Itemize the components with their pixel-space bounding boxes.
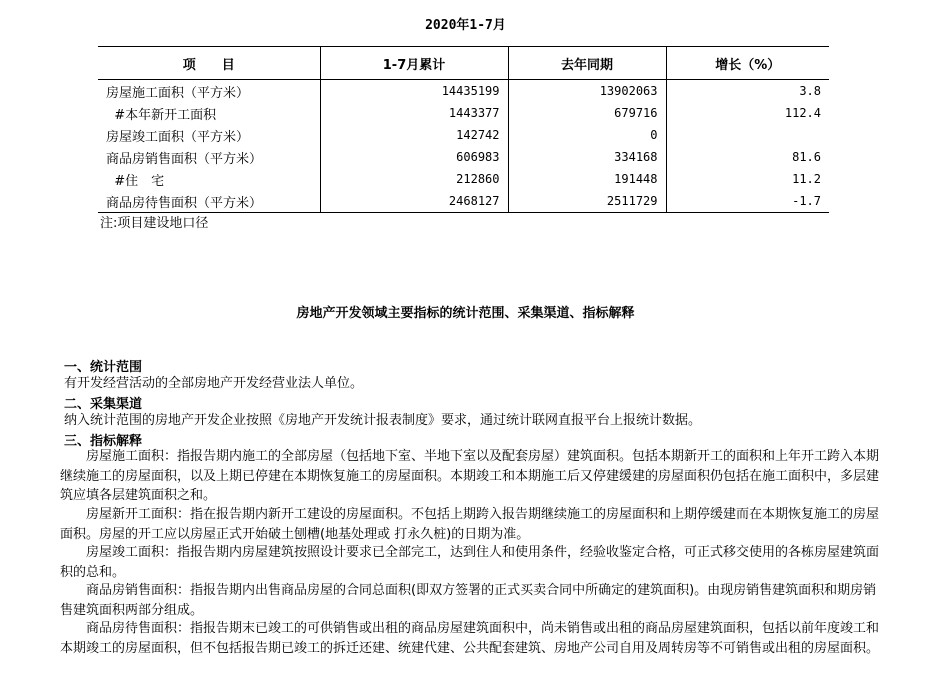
row-prev: 0 — [508, 124, 666, 146]
row-item: #本年新开工面积 — [98, 102, 320, 124]
row-item: 商品房销售面积（平方米） — [98, 146, 320, 168]
header-growth: 增长（%） — [666, 47, 829, 80]
definition-sold-area: 商品房销售面积：指报告期内出售商品房屋的合同总面积(即双方签署的正式买卖合同中所确定的建筑面积)。由现房销售建筑面积和期房销售建筑面积两部分组成。 — [60, 583, 877, 618]
section-scope-text: 有开发经营活动的全部房地产开发经营业法人单位。 — [64, 376, 364, 391]
table-row — [98, 80, 829, 103]
statistics-table — [98, 46, 829, 213]
row-prev: 2511729 — [508, 190, 666, 213]
row-growth: 112.4 — [784, 106, 821, 120]
row-growth: -1.7 — [666, 190, 829, 213]
definition-new-start-area: 房屋新开工面积：指在报告期内新开工建设的房屋面积。不包括上期跨入报告期继续施工的房屋面积和上期停缓建而在本期恢复施工的房屋面积。房屋的开工应以房屋正式开始破土刨槽(地基处理或 打永久桩)的日期为准。 — [60, 507, 880, 542]
definition-construction-area: 房屋施工面积：指报告期内施工的全部房屋（包括地下室、半地下室以及配套房屋）建筑面积。包括本期新开工的面积和上年开工跨入本期继续施工的房屋面积，以及上期已停建在本期恢复施工的房屋面积。本期竣工和本期施工后又停建缓建的房屋面积仍包括在施工面积中，多层建筑应填各层建筑面积之和。 — [60, 449, 880, 503]
row-growth: 3.8 — [799, 84, 821, 98]
table-row — [98, 168, 829, 190]
table-row — [98, 146, 829, 168]
row-item: 房屋竣工面积（平方米） — [98, 124, 320, 146]
definition-unsold-area: 商品房待售面积：指报告期末已竣工的可供销售或出租的商品房屋建筑面积中，尚未销售或出租的商品房屋建筑面积，包括以前年度竣工和本期竣工的房屋面积，但不包括报告期已竣工的拆迁还建、统建代建、公共配套建筑、房地产公司自用及周转房等不可销售或出租的房屋面积。 — [60, 621, 880, 656]
table-row — [98, 124, 829, 146]
table-header-row — [98, 47, 829, 80]
document-title: 房地产开发领域主要指标的统计范围、采集渠道、指标解释 — [296, 306, 635, 321]
row-ytd: 14435199 — [320, 80, 508, 103]
section-definitions-heading: 三、指标解释 — [64, 434, 143, 449]
row-growth: 81.6 — [792, 150, 821, 164]
table-note: 注:项目建设地口径 — [100, 216, 209, 231]
header-ytd: 1-7月累计 — [320, 47, 508, 80]
row-prev: 13902063 — [508, 80, 666, 103]
row-prev: 679716 — [508, 102, 666, 124]
table-row — [98, 102, 829, 124]
table-period-title: 2020年1-7月 — [425, 18, 506, 33]
header-prev-year: 去年同期 — [508, 47, 666, 80]
table-row — [98, 190, 829, 213]
row-item: 房屋施工面积（平方米） — [98, 80, 320, 103]
row-growth — [666, 124, 829, 146]
row-ytd: 606983 — [320, 146, 508, 168]
row-ytd: 212860 — [320, 168, 508, 190]
row-item: #住 宅 — [98, 168, 320, 190]
header-item: 项 目 — [98, 47, 320, 80]
row-prev: 334168 — [508, 146, 666, 168]
row-ytd: 1443377 — [320, 102, 508, 124]
row-item: 商品房待售面积（平方米） — [98, 190, 320, 213]
section-channel-heading: 二、采集渠道 — [64, 397, 143, 412]
row-ytd: 142742 — [320, 124, 508, 146]
row-ytd: 2468127 — [320, 190, 508, 213]
section-channel-text: 纳入统计范围的房地产开发企业按照《房地产开发统计报表制度》要求，通过统计联网直报平台上报统计数据。 — [64, 413, 702, 428]
definition-completed-area: 房屋竣工面积：指报告期内房屋建筑按照设计要求已全部完工，达到住人和使用条件，经验收鉴定合格，可正式移交使用的各栋房屋建筑面积的总和。 — [60, 545, 880, 580]
section-scope-heading: 一、统计范围 — [64, 360, 143, 375]
row-prev: 191448 — [508, 168, 666, 190]
row-growth: 11.2 — [792, 172, 821, 186]
